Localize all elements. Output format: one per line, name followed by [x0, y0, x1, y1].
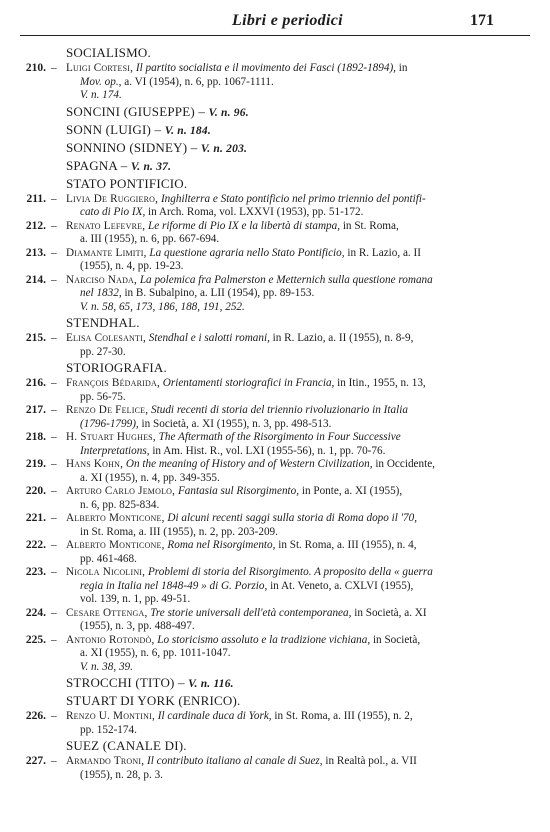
entry-body — [66, 566, 526, 607]
cross-reference: V. n. 96. — [208, 106, 249, 119]
bibliography-entry — [0, 566, 550, 607]
author-name: Armando Troni, — [66, 755, 145, 767]
section-label: SONNINO (SIDNEY) – — [66, 139, 198, 155]
entry-body — [66, 274, 526, 315]
publication-details: in Realtà pol., a. VII — [322, 755, 417, 767]
publication-details: pp. 461-468. — [80, 552, 137, 565]
work-title: Di alcuni recenti saggi sulla storia di Roma dopo il '70, — [167, 512, 418, 524]
publication-details: in R. Lazio, a. II (1955), n. 8-9, — [269, 332, 414, 344]
publication-details: (1955), n. 28, p. 3. — [80, 768, 163, 781]
entry-dash: – — [51, 332, 57, 344]
work-title: Studi recenti di storia del triennio rivoluzionario in Italia — [151, 404, 408, 416]
entry-dash: – — [51, 710, 57, 722]
entry-line — [66, 346, 526, 360]
author-name: Renzo De Felice, — [66, 404, 149, 416]
section-heading — [66, 359, 550, 377]
entry-line — [66, 499, 526, 513]
publication-details: pp. 152-174. — [80, 723, 137, 736]
publication-details: (1955), n. 4, pp. 19-23. — [80, 260, 184, 272]
publication-details: in Occidente, — [372, 458, 435, 470]
entry-line — [66, 620, 526, 634]
author-name: Arturo Carlo Jemolo, — [66, 485, 176, 497]
entry-line — [66, 260, 526, 274]
publication-details: n. 6, pp. 825-834. — [80, 498, 160, 511]
entry-line — [66, 472, 526, 486]
entry-number: 217. — [25, 404, 46, 416]
entry-dash: – — [51, 512, 57, 524]
section-heading — [66, 121, 550, 139]
entry-line — [66, 647, 526, 661]
entry-number: 222. — [25, 539, 46, 551]
publication-details: in St. Roma, a. III (1955), n. 2, pp. 203-209. — [80, 525, 278, 538]
author-name: François Bédarida, — [66, 377, 160, 389]
entry-line — [66, 404, 526, 418]
entry-line — [66, 287, 526, 301]
bibliography-entry — [0, 62, 550, 103]
work-title: The Aftermath of the Risorgimento in Four Successive — [158, 431, 401, 443]
author-name: Narciso Nada, — [66, 273, 138, 286]
author-name: Alberto Monticone, — [66, 512, 165, 524]
work-title: Inghilterra e Stato pontificio nel primo triennio del pontifi- — [160, 192, 426, 205]
entry-line — [66, 485, 526, 499]
bibliography-entry — [0, 247, 550, 274]
entry-number: 227. — [25, 755, 46, 767]
section-heading — [66, 314, 550, 332]
bibliography-entry — [0, 431, 550, 458]
author-name: Livia De Ruggiero, — [66, 192, 159, 205]
publication-details: vol. 139, n. 1, pp. 49-51. — [80, 593, 191, 605]
author-name: Cesare Ottenga, — [66, 606, 148, 619]
author-name: Elisa Colesanti, — [66, 332, 146, 344]
entry-line — [66, 593, 526, 607]
cross-reference: V. n. 38, 39. — [80, 660, 133, 673]
section-heading — [66, 175, 550, 193]
section-label: SONN (LUIGI) – — [66, 121, 162, 137]
entry-number: 220. — [25, 485, 46, 497]
work-title: Roma nel Risorgimento, — [167, 539, 276, 551]
entry-dash: – — [51, 566, 57, 578]
entry-dash: – — [51, 246, 57, 259]
publication-details: in Società, — [370, 633, 421, 646]
entry-body — [66, 755, 526, 782]
entry-line — [66, 512, 526, 526]
entry-line — [66, 62, 526, 76]
page-number: 171 — [470, 12, 494, 29]
author-name: Hans Kohn, — [66, 458, 124, 470]
entry-dash: – — [51, 633, 57, 646]
bibliography-entry — [0, 377, 550, 404]
entry-number: 226. — [25, 710, 46, 722]
entry-line — [66, 233, 526, 247]
entry-body — [66, 512, 526, 539]
entry-line — [66, 755, 526, 769]
work-title: Problemi di storia del Risorgimento. A proposito della « guerra — [147, 566, 433, 578]
publication-details: a. XI (1955), n. 6, pp. 1011-1047. — [80, 647, 231, 659]
entry-body — [66, 710, 526, 737]
section-label: SPAGNA – — [66, 157, 128, 173]
publication-details: a. XI (1955), n. 4, pp. 349-355. — [80, 471, 220, 484]
entry-line — [66, 391, 526, 405]
work-title: Fantasia sul Risorgimento, — [177, 485, 300, 497]
bibliography-entry — [0, 539, 550, 566]
publication-details: in Società, a. XI (1955), n. 3, pp. 498-513. — [138, 417, 332, 430]
section-heading — [66, 139, 550, 157]
running-head: Libri e periodici — [232, 12, 343, 29]
entry-line — [66, 634, 526, 648]
section-label: SUEZ (CANALE DI). — [66, 738, 187, 753]
bibliography-entry — [0, 512, 550, 539]
work-title: La questione agraria nello Stato Pontificio, — [149, 246, 345, 259]
entry-line — [66, 553, 526, 567]
bibliography-entry — [0, 220, 550, 247]
entry-number: 215. — [25, 332, 46, 344]
publication-details: in — [395, 62, 408, 74]
publication-details: in Ponte, a. XI (1955), — [299, 485, 403, 497]
entry-dash: – — [51, 458, 57, 470]
author-name: Nicola Nicolini, — [66, 566, 146, 578]
entry-dash: – — [51, 606, 57, 619]
bibliography-entry — [0, 710, 550, 737]
work-title: Il cardinale duca di York, — [157, 710, 272, 722]
cross-reference: V. n. 174. — [80, 89, 122, 101]
entry-body — [66, 247, 526, 274]
entry-line — [66, 580, 526, 594]
entry-body — [66, 634, 526, 675]
publication-details: in Arch. Roma, vol. LXXVI (1953), pp. 51-172. — [145, 206, 364, 218]
entry-line — [66, 377, 526, 391]
entry-line — [66, 607, 526, 621]
cross-reference: V. n. 184. — [164, 124, 211, 137]
section-heading — [66, 737, 550, 755]
section-heading — [66, 157, 550, 175]
work-title: Tre storie universali dell'età contemporanea, — [150, 606, 352, 619]
work-title: Interpretations, — [80, 444, 150, 457]
bibliography-entry — [0, 458, 550, 485]
entry-line — [66, 724, 526, 738]
publication-details: in R. Lazio, a. II — [344, 246, 421, 259]
publication-details: pp. 56-75. — [80, 390, 126, 403]
entry-dash: – — [51, 539, 57, 551]
work-title: regia in Italia nel 1848-49 » di G. Porzio, — [80, 579, 268, 592]
section-heading — [66, 44, 550, 62]
bibliography-entry — [0, 193, 550, 220]
work-title: Mov. op., — [80, 75, 122, 88]
work-title: Lo storicismo assoluto e la tradizione vichiana, — [157, 633, 371, 646]
entry-number: 224. — [25, 606, 46, 619]
work-title: cato di Pio IX, — [80, 206, 146, 218]
author-name: Alberto Monticone, — [66, 539, 165, 551]
entry-line — [66, 769, 526, 783]
work-title: nel 1832, — [80, 287, 122, 299]
entry-line — [66, 220, 526, 234]
publication-details: a. VI (1954), n. 6, pp. 1067-1111. — [121, 75, 274, 88]
entry-line — [66, 332, 526, 346]
bibliography-entry — [0, 274, 550, 315]
entry-dash: – — [51, 273, 57, 286]
entry-line — [66, 445, 526, 459]
publication-details: in Itin., 1955, n. 13, — [334, 377, 426, 389]
section-heading — [66, 674, 550, 692]
publication-details: in St. Roma, — [340, 219, 399, 232]
section-heading — [66, 692, 550, 710]
entry-body — [66, 485, 526, 512]
publication-details: a. III (1955), n. 6, pp. 667-694. — [80, 233, 220, 245]
publication-details: in B. Subalpino, a. LII (1954), pp. 89-153. — [121, 287, 315, 299]
author-name: H. Stuart Hughes, — [66, 431, 156, 443]
cross-reference: V. n. 58, 65, 173, 186, 188, 191, 252. — [80, 300, 245, 313]
bibliography-entry — [0, 634, 550, 675]
entry-line — [66, 539, 526, 553]
author-name: Luigi Cortesi, — [66, 62, 134, 74]
entry-number: 211. — [26, 192, 46, 205]
section-label: SOCIALISMO. — [66, 45, 151, 60]
section-label: SONCINI (GIUSEPPE) – — [66, 103, 206, 119]
author-name: Renato Lefevre, — [66, 219, 146, 232]
entry-number: 216. — [25, 377, 46, 389]
entry-line — [66, 76, 526, 90]
entry-line — [66, 566, 526, 580]
entry-dash: – — [51, 404, 57, 416]
work-title: La polemica fra Palmerston e Metternich sulla questione romana — [139, 273, 433, 286]
entry-number: 223. — [25, 566, 46, 578]
publication-details: in St. Roma, a. III (1955), n. 4, — [275, 539, 417, 551]
entry-line — [66, 274, 526, 288]
bibliography-list — [0, 44, 550, 782]
entry-body — [66, 62, 526, 103]
entry-dash: – — [51, 62, 57, 74]
section-label: STENDHAL. — [66, 315, 140, 330]
entry-dash: – — [51, 431, 57, 443]
entry-line — [66, 247, 526, 261]
entry-line — [66, 193, 526, 207]
bibliography-entry — [0, 485, 550, 512]
entry-number: 221. — [25, 512, 46, 524]
entry-number: 210. — [25, 62, 46, 74]
entry-number: 218. — [25, 431, 46, 443]
bibliography-entry — [0, 755, 550, 782]
author-name: Antonio Rotondò, — [66, 633, 155, 646]
cross-reference: V. n. 37. — [130, 160, 172, 173]
entry-body — [66, 431, 526, 458]
work-title: Il partito socialista e il movimento dei Fasci (1892-1894), — [135, 62, 396, 74]
entry-number: 225. — [25, 633, 46, 646]
entry-dash: – — [51, 219, 57, 232]
entry-line — [66, 418, 526, 432]
work-title: Orientamenti storiografici in Francia, — [162, 377, 335, 389]
entry-body — [66, 404, 526, 431]
entry-line — [66, 431, 526, 445]
section-label: STROCCHI (TITO) – — [66, 675, 185, 690]
entry-body — [66, 539, 526, 566]
entry-line — [66, 206, 526, 220]
publication-details: (1955), n. 3, pp. 488-497. — [80, 620, 195, 632]
publication-details: pp. 27-30. — [80, 345, 126, 358]
entry-dash: – — [51, 755, 57, 767]
publication-details: in Società, a. XI — [351, 606, 427, 619]
entry-body — [66, 377, 526, 404]
entry-number: 219. — [25, 458, 46, 470]
entry-line — [66, 526, 526, 540]
section-label: STUART DI YORK (ENRICO). — [66, 693, 241, 708]
work-title: Le riforme di Pio IX e la libertà di stampa, — [147, 219, 341, 232]
publication-details: in St. Roma, a. III (1955), n. 2, — [271, 710, 413, 722]
entry-line — [66, 710, 526, 724]
entry-dash: – — [51, 192, 57, 205]
entry-number: 213. — [25, 246, 46, 259]
bibliography-entry — [0, 607, 550, 634]
work-title: (1796-1799), — [80, 417, 139, 430]
publication-details: in Am. Hist. R., vol. LXI (1955-56), n. 1, pp. 70-76. — [149, 444, 386, 457]
section-label: STORIOGRAFIA. — [66, 360, 167, 375]
entry-body — [66, 607, 526, 634]
section-label: STATO PONTIFICIO. — [66, 175, 188, 191]
cross-reference: V. n. 116. — [188, 678, 234, 690]
entry-body — [66, 332, 526, 359]
author-name: Diamante Limiti, — [66, 246, 147, 259]
entry-body — [66, 220, 526, 247]
author-name: Renzo U. Montini, — [66, 710, 155, 722]
section-heading — [66, 103, 550, 121]
entry-number: 212. — [25, 219, 46, 232]
entry-body — [66, 458, 526, 485]
entry-body — [66, 193, 526, 220]
cross-reference: V. n. 203. — [200, 142, 248, 155]
entry-line — [66, 458, 526, 472]
work-title: On the meaning of History and of Western Civilization, — [125, 458, 373, 470]
entry-dash: – — [51, 377, 57, 389]
work-title: Stendhal e i salotti romani, — [148, 332, 270, 344]
header-rule — [20, 35, 530, 36]
publication-details: in At. Veneto, a. CXLVI (1955), — [267, 579, 414, 592]
bibliography-entry — [0, 404, 550, 431]
work-title: Il contributo italiano al canale di Suez, — [147, 755, 323, 767]
entry-dash: – — [51, 485, 57, 497]
entry-number: 214. — [25, 273, 46, 286]
bibliography-entry — [0, 332, 550, 359]
